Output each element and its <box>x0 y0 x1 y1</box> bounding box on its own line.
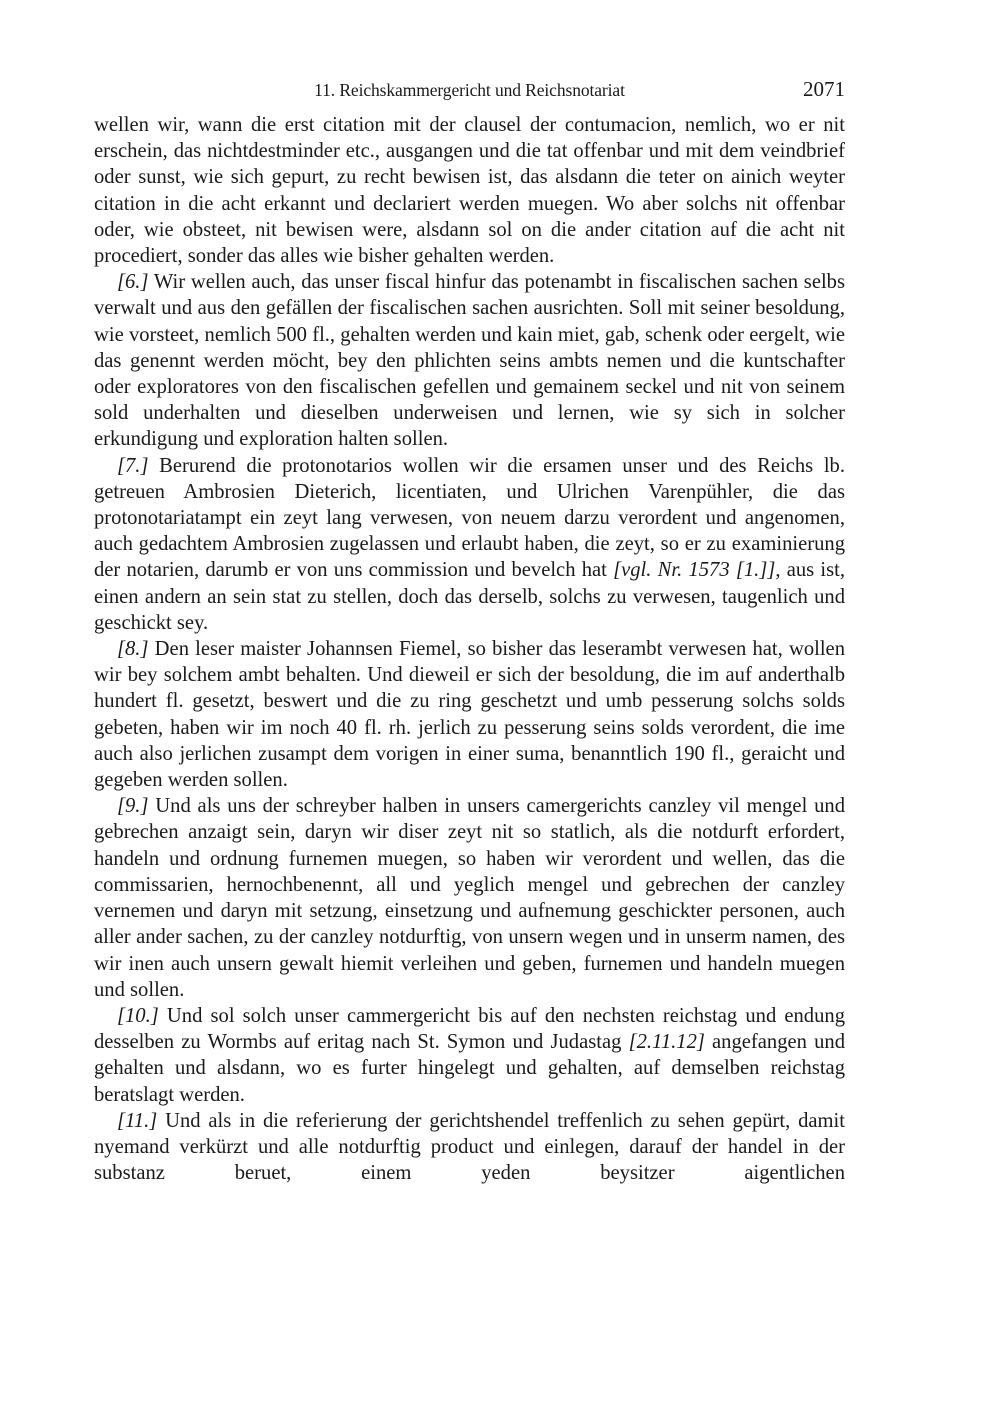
body-text <box>94 112 845 1186</box>
paragraph-text: Den leser maister Johannsen Fiemel, so bisher das leserambt verwesen hat, wollen wir bey solchem ambt behalten. Und dieweil er sich der besoldung, die im auf anderthalb hundert fl. gesetzt, beswert und die zu ring geschetzt und umb pesserung solchs solds gebeten, haben wir im noch 40 fl. rh. jerlich zu pesserung seins solds verordent, die ime auch also jerlichen zusampt dem vorigen in einer suma, benanntlich 190 fl., geraicht und gegeben werden sollen. <box>94 638 845 792</box>
paragraph-continuation <box>94 112 845 269</box>
paragraph-text: Und sol solch unser cammergericht bis auf den nechsten reichstag und endung desselben zu Wormbs auf eritag nach St. Symon und Judastag <box>94 1004 845 1054</box>
paragraph-text: , aus ist, einen andern an sein stat zu stellen, doch das derselb, solchs zu verwesen, taugenlich und geschickt sey. <box>94 559 845 634</box>
paragraph-text: angefangen und gehalten und alsdann, wo es furter hingelegt und gehalten, auf demselben reichstag beratslagt werden. <box>94 1031 845 1106</box>
document-page <box>94 78 845 1186</box>
page-number: 2071 <box>803 77 845 101</box>
paragraph-6 <box>94 269 845 452</box>
paragraph-text: Wir wellen auch, das unser fiscal hinfur das potenambt in fiscalischen sachen selbs verwalt und aus den gefällen der fiscalischen sachen ausrichten. Soll mit seiner besoldung, wie vorsteet, nemlich 500 fl., gehalten werden und kain miet, gab, schenk oder eergelt, wie das genennt werden möcht, bey den phlichten seins ambts nemen und die kuntschafter oder exploratores von den fiscalischen gefellen und gemainem seckel und nit von seinem sold underhalten und dieselben underweisen und lernen, wie sy sich in solcher erkundigung und exploration halten sollen. <box>94 271 845 451</box>
paragraph-text: wellen wir, wann die erst citation mit der clausel der contumacion, nemlich, wo er nit erschein, das nichtdestminder etc., ausgangen und die tat offenbar und mit dem veindbrief oder sunst, wie sich gepurt, zu recht bewisen ist, das alsdann die teter on ainich weyter citation in die acht erkannt und declariert werden muegen. Wo aber solchs nit offenbar oder, wie obsteet, nit bewisen were, alsdann sol on die ander citation auf die acht nit procediert, sonder das alles wie bisher gehalten werden. <box>94 114 845 268</box>
paragraph-10 <box>94 1003 845 1108</box>
paragraph-9 <box>94 793 845 1003</box>
paragraph-7 <box>94 453 845 636</box>
section-number: [9.] <box>117 795 149 818</box>
paragraph-text: Und als in die referierung der gerichtshendel treffenlich zu sehen gepürt, damit nyemand verkürzt und alle notdurftig product und einlegen, darauf der handel in der substanz beruet, einem yeden beysitzer aigentlichen <box>94 1109 845 1185</box>
section-number: [7.] <box>117 454 149 477</box>
running-header <box>94 78 845 112</box>
section-number: [10.] <box>117 1004 159 1027</box>
paragraph-text: Berurend die protonotarios wollen wir die ersamen unser und des Reichs lb. getreuen Ambrosien Dieterich, licentiaten, und Ulrichen Varenpühler, die das protonotariatampt ein zeyt lang verwesen, von neuem darzu verordent und angenomen, auch gedachtem Ambrosien zugelassen und erlaubt haben, die zeyt, so er zu examinierung der notarien, darumb er von uns commission und bevelch hat <box>94 454 845 582</box>
section-number: [6.] <box>117 271 149 294</box>
section-number: [8.] <box>117 638 149 661</box>
paragraph-8 <box>94 636 845 793</box>
section-number: [11.] <box>117 1109 158 1132</box>
paragraph-11 <box>94 1108 845 1187</box>
running-title: 11. Reichskammergericht und Reichsnotariat <box>314 80 625 100</box>
date-reference: [2.11.12] <box>628 1031 705 1054</box>
cross-reference: [vgl. Nr. 1573 [1.]] <box>613 559 776 582</box>
paragraph-text: Und als uns der schreyber halben in unsers camergerichts canzley vil mengel und gebrechen anzaigt sein, daryn wir diser zeyt nit so statlich, als die notdurft erfordert, handeln und ordnung furnemen muegen, so haben wir verordent und wellen, das die commissarien, hernochbenennt, all und yeglich mengel und gebrechen der canzley vernemen und daryn mit setzung, einsetzung und aufnemung geschickter personen, auch aller ander sachen, zu der canzley notdurftig, von unsern wegen und in unserm namen, des wir inen auch unsern gewalt hiemit verleihen und geben, furnemen und handeln muegen und sollen. <box>94 795 845 1001</box>
